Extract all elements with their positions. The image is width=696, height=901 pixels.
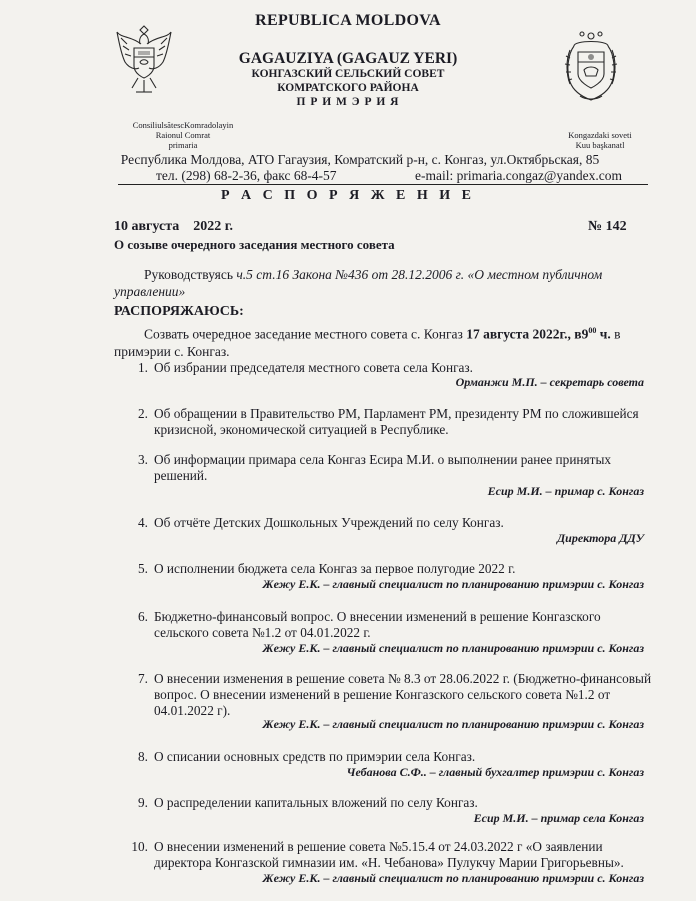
agenda-item-text: Об избрании председателя местного совета села Конгаз. — [154, 360, 474, 375]
address-line: Республика Молдова, АТО Гагаузия, Комратский р-н, с. Конгаз, ул.Октябрьская, 85 — [120, 152, 600, 167]
agenda-item-number: 7. — [138, 671, 148, 686]
agenda-item-number: 5. — [138, 561, 148, 576]
left-caption-2: Raionul Comrat — [155, 130, 211, 140]
agenda-item-text: Бюджетно-финансовый вопрос. О внесении изменений в решение Конгазского сельского совета №1.2 от 04.01.2022 г. — [154, 609, 601, 640]
agenda-item-number: 3. — [138, 452, 148, 467]
email-line: e-mail: primaria.congaz@yandex.com — [415, 168, 622, 183]
convene-place: в примэрии с. Конгаз. — [114, 326, 621, 359]
document-subject: О созыве очередного заседания местного совета — [114, 237, 395, 252]
header-divider — [118, 184, 648, 185]
agenda-item-text: О внесении изменений в решение совета №5.15.4 от 24.03.2022 г «О заявлении директора Конгазской гимназии им. «Н. Чебанова» Пулукчу Марии Григорьевны». — [154, 839, 624, 870]
agenda-item-responsible: Чебанова С.Ф.. – главный бухгалтер примэрии с. Конгаз — [346, 765, 644, 779]
agenda-item-number: 10. — [131, 839, 148, 854]
basis-text: Руководствуясь — [144, 267, 237, 282]
left-caption-3: primaria — [168, 140, 198, 150]
agenda-item-responsible: Директора ДДУ — [556, 531, 644, 545]
agenda-item-responsible: Орманжи М.П. – секретарь совета — [455, 375, 644, 389]
agenda-item-responsible: Есир М.И. – примар с. Конгаз — [487, 484, 644, 498]
agenda-item-number: 4. — [138, 515, 148, 530]
agenda-item-number: 1. — [138, 360, 148, 375]
order-word: РАСПОРЯЖАЮСЬ: — [114, 304, 244, 319]
right-caption-2: Kuu başkanatl — [575, 140, 625, 150]
republic-heading: REPUBLICA MOLDOVA — [255, 12, 441, 29]
agenda-item-text: О списании основных средств по примэрии села Конгаз. — [154, 749, 476, 764]
convene-paragraph — [114, 322, 654, 360]
agenda-item-text: О распределении капитальных вложений по селу Конгаз. — [154, 795, 478, 810]
basis-law-reference: ч.5 ст.16 Закона №436 от 28.12.2006 г. «О местном публичном управлении» — [114, 267, 603, 299]
council-line-1: КОНГАЗСКИЙ СЕЛЬСКИЙ СОВЕТ — [251, 68, 445, 80]
convene-hour-suffix: ч. — [596, 326, 611, 342]
convene-time-minutes: 00 — [588, 326, 597, 335]
primaria-heading: П Р И М Э Р И Я — [296, 96, 400, 108]
agenda-item-text: О внесении изменения в решение совета № 8.3 от 28.06.2022 г. (Бюджетно-финансовый вопрос. О внесении изменений в решение Конгазского сельского совета №1.2 от 04.01.2022 г). — [154, 671, 652, 718]
agenda-item-number: 8. — [138, 749, 148, 764]
agenda-item-text: Об обращении в Правительство РМ, Парламент РМ, президенту РМ по сложившейся кризисной, экономической ситуацией в Республике. — [154, 406, 639, 437]
right-caption-1: Kongazdaki soveti — [568, 130, 632, 140]
document-number: № 142 — [588, 219, 627, 234]
agenda-item-responsible: Жежу Е.К. – главный специалист по планированию примэрии с. Конгаз — [262, 577, 644, 591]
convene-date: 17 августа 2022г., в9 — [466, 326, 589, 342]
agenda-item-responsible: Есир М.И. – примар села Конгаз — [473, 811, 644, 825]
left-caption-1: ConsiliulsătescKomradolayin — [132, 120, 234, 130]
agenda-item-responsible: Жежу Е.К. – главный специалист по планированию примэрии с. Конгаз — [262, 717, 644, 731]
agenda-item-responsible: Жежу Е.К. – главный специалист по планированию примэрии с. Конгаз — [262, 641, 644, 655]
document-title: Р А С П О Р Я Ж Е Н И Е — [220, 188, 475, 203]
agenda-item-responsible: Жежу Е.К. – главный специалист по планированию примэрии с. Конгаз — [262, 871, 644, 885]
agenda-item-text: О исполнении бюджета села Конгаз за первое полугодие 2022 г. — [154, 561, 516, 576]
document-date: 10 августа 2022 г. — [114, 219, 234, 234]
agenda-item-text: Об информации примара села Конгаз Есира М.И. о выполнении ранее принятых решений. — [154, 452, 612, 483]
agenda-item-number: 6. — [138, 609, 148, 624]
basis-paragraph — [114, 266, 649, 300]
phone-line: тел. (298) 68-2-36, факс 68-4-57 — [156, 168, 337, 183]
agenda-item-text: Об отчёте Детских Дошкольных Учреждений по селу Конгаз. — [154, 515, 504, 530]
agenda-item-number: 2. — [138, 406, 148, 421]
convene-text: Созвать очередное заседание местного совета с. Конгаз — [144, 326, 467, 342]
gagauziya-heading: GAGAUZIYA (GAGAUZ YERI) — [238, 50, 458, 67]
agenda-item-number: 9. — [138, 795, 148, 810]
council-line-2: КОМРАТСКОГО РАЙОНА — [277, 82, 419, 94]
